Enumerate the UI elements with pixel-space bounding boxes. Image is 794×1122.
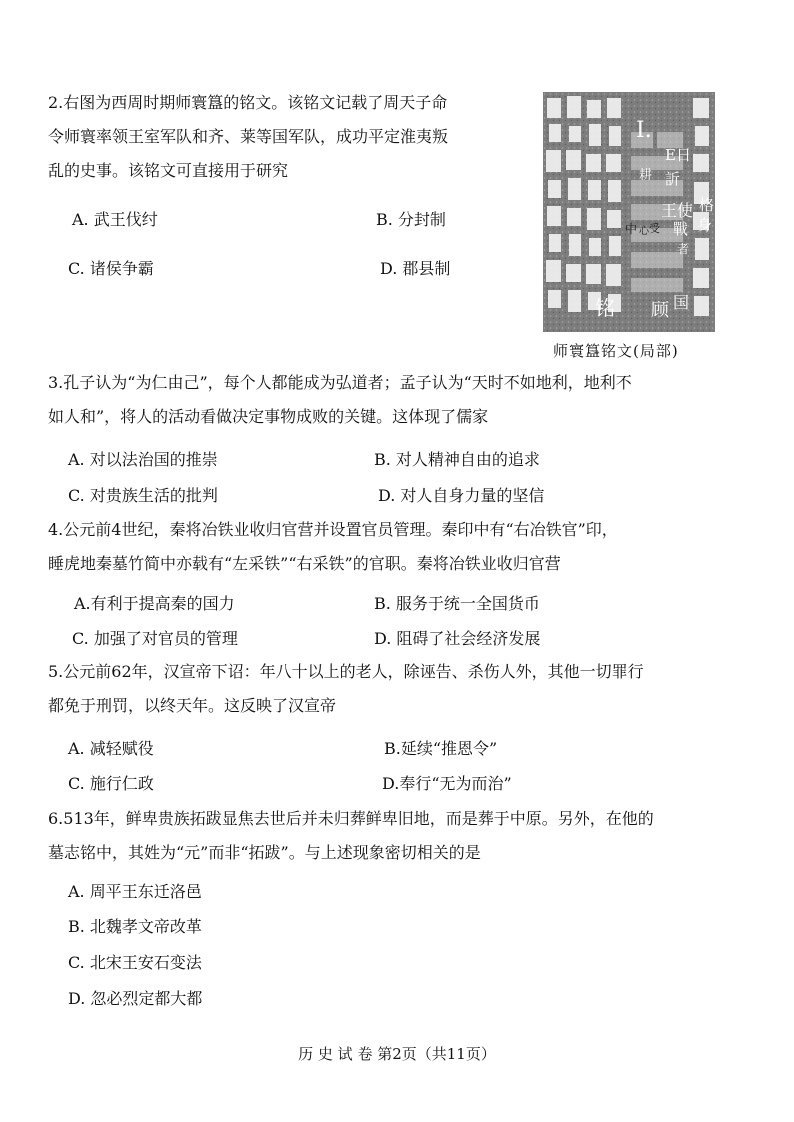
q3-option-b[interactable]: B. 对人精神自由的追求 — [374, 450, 540, 469]
q4-option-b[interactable]: B. 服务于统一全国货币 — [374, 594, 540, 613]
q2-option-d[interactable]: D. 郡县制 — [380, 259, 451, 278]
question-2 — [48, 86, 448, 188]
page-footer: 历 史 试 卷 第2页（共11页） — [298, 1045, 496, 1063]
inscription-image — [543, 92, 715, 332]
q4-option-a[interactable]: A.有利于提高秦的国力 — [74, 594, 235, 613]
overlay-mark-5: 王使 — [661, 201, 694, 220]
q5-option-c[interactable]: C. 施行仁政 — [68, 774, 154, 793]
overlay-mark-7: 身 — [697, 216, 713, 234]
question-5-line-1: 5.公元前62年，汉宣帝下诏：年八十以上的老人，除诬告、杀伤人外，其他一切罪行 — [48, 662, 644, 681]
question-4 — [48, 513, 618, 581]
question-6-line-2: 墓志铭中，其姓为“元”而非“拓跋”。与上述现象密切相关的是 — [48, 843, 481, 862]
q3-option-a[interactable]: A. 对以法治国的推崇 — [68, 450, 218, 469]
q3-option-c[interactable]: C. 对贵族生活的批判 — [68, 486, 218, 505]
q6-option-a[interactable]: A. 周平王东迁洛邑 — [68, 882, 202, 901]
q4-option-c[interactable]: C. 加强了对官员的管理 — [72, 629, 238, 648]
figure-caption: 师寰簋铭文(局部) — [553, 342, 679, 360]
overlay-mark-9: 心 — [639, 226, 649, 237]
overlay-mark-13: 铭 — [595, 296, 615, 320]
overlay-mark-10: 受 — [649, 222, 660, 235]
q6-option-c[interactable]: C. 北宋王安石变法 — [68, 953, 202, 972]
q3-option-d[interactable]: D. 对人自身力量的坚信 — [378, 486, 545, 505]
overlay-mark-2: E日 — [665, 146, 691, 164]
overlay-mark-3: 耕 — [639, 168, 653, 183]
q2-option-c[interactable]: C. 诸侯争霸 — [68, 259, 154, 278]
overlay-mark-15: 国 — [673, 293, 690, 312]
question-3 — [48, 366, 632, 434]
question-6-line-1: 6.513年，鲜卑贵族拓跋显焦去世后并未归葬鲜卑旧地，而是葬于中原。另外，在他的 — [48, 809, 654, 828]
question-6 — [48, 802, 654, 870]
question-4-line-2: 睡虎地秦墓竹简中亦载有“左采铁”“右采铁”的官职。秦将冶铁业收归官营 — [48, 554, 561, 573]
question-4-line-1: 4.公元前4世纪，秦将冶铁业收归官营并设置官员管理。秦印中有“右冶铁官”印， — [48, 520, 618, 539]
question-5-line-2: 都免于刑罚，以终天年。这反映了汉宣帝 — [48, 696, 337, 715]
question-3-line-2: 如人和”，将人的活动看做决定事物成败的关键。这体现了儒家 — [48, 407, 489, 426]
overlay-mark-11: 戰 — [673, 220, 689, 238]
q5-option-b[interactable]: B.延续“推恩令” — [384, 739, 498, 758]
q6-option-d[interactable]: D. 忽必烈定都大都 — [68, 989, 203, 1008]
question-2-line-3: 乱的史事。该铭文可直接用于研究 — [48, 161, 289, 180]
overlay-mark-12: 者 — [677, 242, 690, 256]
overlay-mark-14: 顾 — [651, 300, 669, 321]
q5-option-a[interactable]: A. 减轻赋役 — [68, 739, 154, 758]
q2-option-b[interactable]: B. 分封制 — [376, 210, 446, 229]
q4-option-d[interactable]: D. 阻碍了社会经济发展 — [374, 629, 541, 648]
question-3-line-1: 3.孔子认为“为仁由己”，每个人都能成为弘道者；孟子认为“天时不如地利，地利不 — [48, 373, 632, 392]
q2-option-a[interactable]: A. 武王伐纣 — [72, 210, 158, 229]
q6-option-b[interactable]: B. 北魏孝文帝改革 — [68, 917, 202, 936]
question-2-line-2: 令师寰率领王室军队和齐、莱等国军队，成功平定淮夷叛 — [48, 127, 449, 146]
overlay-mark-4: 訢 — [665, 170, 681, 188]
overlay-mark-6: 格 — [699, 196, 715, 214]
question-5 — [48, 655, 644, 723]
question-2-line-1: 2.右图为西周时期师寰簋的铭文。该铭文记载了周天子命 — [48, 93, 448, 112]
overlay-mark-8: 中 — [625, 222, 638, 236]
q5-option-d[interactable]: D.奉行“无为而治” — [382, 774, 512, 793]
overlay-mark-1: I. — [636, 118, 652, 143]
